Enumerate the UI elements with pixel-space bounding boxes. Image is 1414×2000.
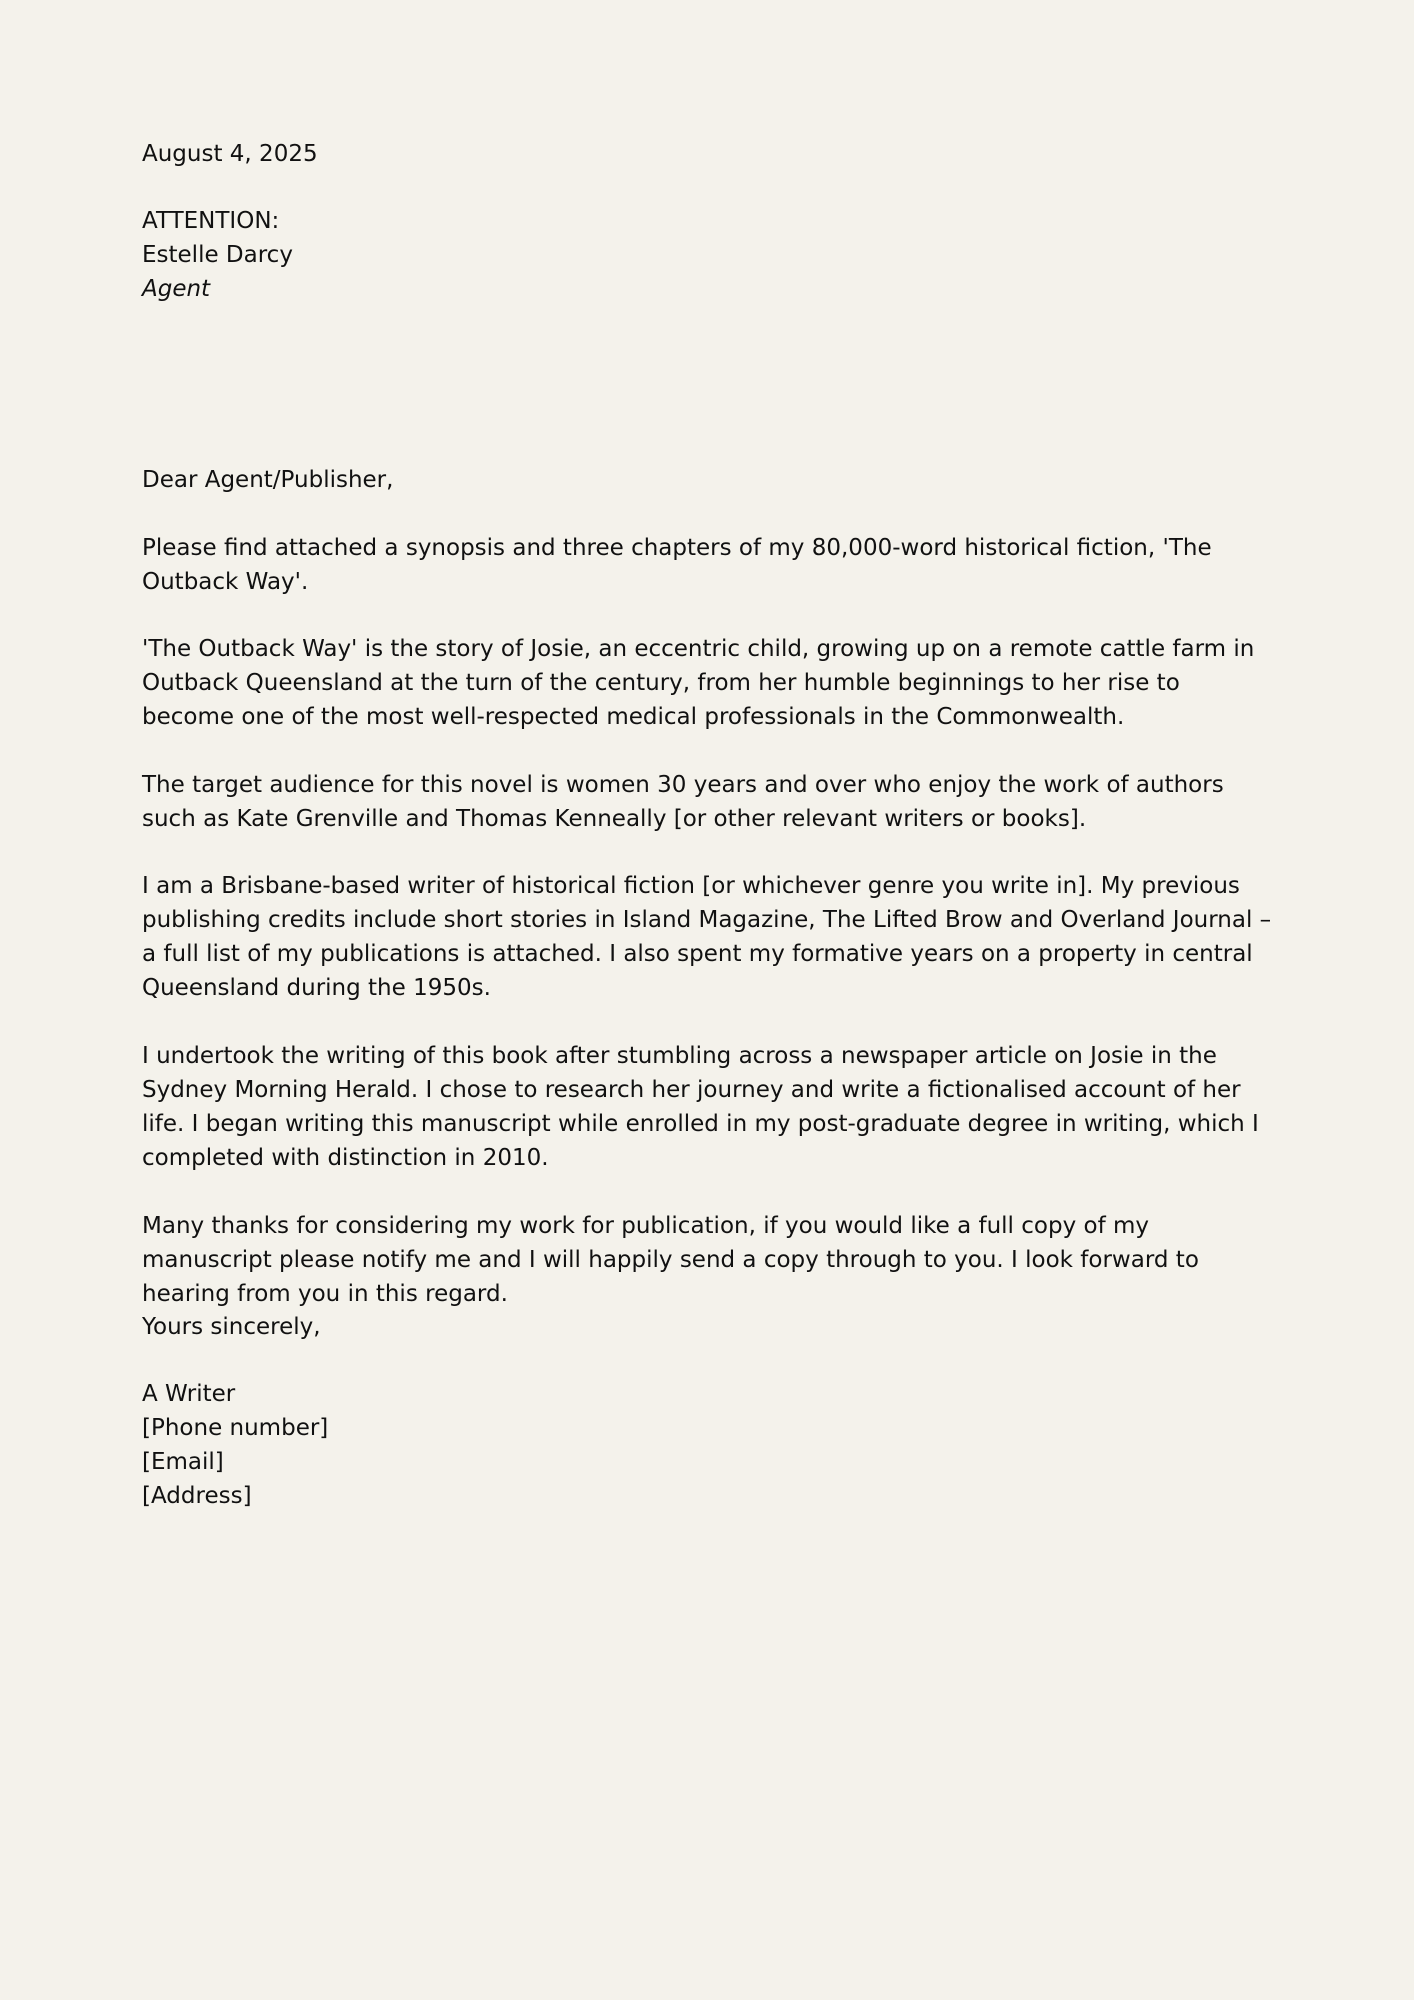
attention-label: ATTENTION:: [142, 208, 280, 234]
recipient-name: Estelle Darcy: [142, 242, 293, 268]
recipient-title: Agent: [142, 276, 211, 302]
closing: Yours sincerely,: [142, 1314, 321, 1340]
signature-address: [Address]: [142, 1483, 252, 1509]
paragraph-audience: The target audience for this novel is women 30 years and over who enjoy the work of authors such as Kate Grenville and Thomas Kenneally [or other relevant writers or books].: [142, 772, 1224, 832]
paragraph-thanks: Many thanks for considering my work for publication, if you would like a full copy of my manuscript please notify me and I will happily send a copy through to you. I look forward to hearing from you in this regard.: [142, 1213, 1199, 1307]
attention-block: [142, 204, 1277, 306]
signature-phone: [Phone number]: [142, 1415, 329, 1441]
signature-email: [Email]: [142, 1449, 224, 1475]
signature-block: [142, 1377, 1277, 1513]
signature-name: A Writer: [142, 1381, 236, 1407]
paragraph-intro: Please find attached a synopsis and three chapters of my 80,000-word historical fiction, 'The Outback Way'.: [142, 535, 1212, 595]
paragraph-story: 'The Outback Way' is the story of Josie, an eccentric child, growing up on a remote cattle farm in Outback Queensland at the turn of the century, from her humble beginnings to her rise to become one of the most well-respected medical professionals in the Commonwealth.: [142, 636, 1255, 730]
letter-date: August 4, 2025: [142, 141, 318, 167]
paragraph-credentials: I am a Brisbane-based writer of historical fiction [or whichever genre you write in]. My previous publishing credits include short stories in Island Magazine, The Lifted Brow and Overland Journal – a full list of my publications is attached. I also spent my formative years on a property in central Queensland during the 1950s.: [142, 873, 1272, 1001]
paragraph-background: I undertook the writing of this book after stumbling across a newspaper article on Josie in the Sydney Morning Herald. I chose to research her journey and write a fictionalised account of her life. I began writing this manuscript while enrolled in my post-graduate degree in writing, which I completed with distinction in 2010.: [142, 1043, 1259, 1171]
salutation: Dear Agent/Publisher,: [142, 467, 394, 493]
